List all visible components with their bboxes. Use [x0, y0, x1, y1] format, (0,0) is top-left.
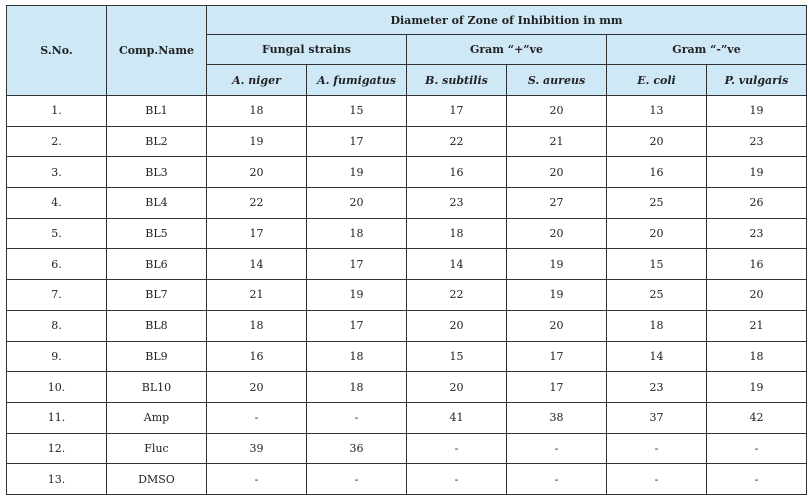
- cell-value: 16: [707, 249, 807, 280]
- cell-sno: 3.: [7, 157, 107, 188]
- cell-sno: 13.: [7, 464, 107, 495]
- cell-value: 20: [407, 372, 507, 403]
- cell-value: 18: [407, 218, 507, 249]
- cell-value: 19: [707, 372, 807, 403]
- cell-comp-name: Fluc: [107, 433, 207, 464]
- cell-value: 19: [307, 280, 407, 311]
- cell-value: 22: [407, 126, 507, 157]
- cell-value: 16: [207, 341, 307, 372]
- cell-value: 20: [507, 218, 607, 249]
- cell-value: 37: [607, 402, 707, 433]
- cell-value: 23: [707, 218, 807, 249]
- header-group-gram-positive: Gram “+”ve: [407, 35, 607, 65]
- cell-comp-name: BL8: [107, 310, 207, 341]
- cell-value: -: [307, 464, 407, 495]
- cell-value: 19: [307, 157, 407, 188]
- cell-value: 17: [507, 372, 607, 403]
- cell-comp-name: BL7: [107, 280, 207, 311]
- table-row: [7, 341, 807, 372]
- table-row: [7, 96, 807, 127]
- cell-value: 21: [207, 280, 307, 311]
- cell-comp-name: BL1: [107, 96, 207, 127]
- cell-value: 18: [707, 341, 807, 372]
- cell-value: 20: [407, 310, 507, 341]
- cell-value: 36: [307, 433, 407, 464]
- cell-value: 20: [507, 96, 607, 127]
- cell-comp-name: DMSO: [107, 464, 207, 495]
- cell-value: 21: [707, 310, 807, 341]
- header-group-fungal: Fungal strains: [207, 35, 407, 65]
- cell-value: 21: [507, 126, 607, 157]
- cell-value: -: [307, 402, 407, 433]
- cell-value: 23: [707, 126, 807, 157]
- table-body: [7, 96, 807, 495]
- table-row: [7, 280, 807, 311]
- cell-value: 19: [707, 157, 807, 188]
- header-strain: S. aureus: [507, 65, 607, 96]
- cell-sno: 6.: [7, 249, 107, 280]
- cell-value: 41: [407, 402, 507, 433]
- cell-value: -: [607, 433, 707, 464]
- cell-value: 16: [407, 157, 507, 188]
- cell-value: 18: [207, 310, 307, 341]
- cell-value: 19: [507, 249, 607, 280]
- cell-value: -: [407, 433, 507, 464]
- cell-value: 18: [307, 341, 407, 372]
- cell-sno: 11.: [7, 402, 107, 433]
- cell-value: 20: [207, 157, 307, 188]
- cell-value: 16: [607, 157, 707, 188]
- cell-value: 38: [507, 402, 607, 433]
- cell-value: 17: [307, 126, 407, 157]
- cell-value: 14: [207, 249, 307, 280]
- cell-value: 25: [607, 188, 707, 219]
- cell-value: 27: [507, 188, 607, 219]
- cell-value: 17: [207, 218, 307, 249]
- cell-value: 20: [607, 126, 707, 157]
- cell-value: 14: [407, 249, 507, 280]
- cell-value: -: [507, 464, 607, 495]
- header-diameter: Diameter of Zone of Inhibition in mm: [207, 6, 807, 35]
- cell-value: 18: [607, 310, 707, 341]
- cell-value: 20: [307, 188, 407, 219]
- cell-sno: 8.: [7, 310, 107, 341]
- table-row: [7, 372, 807, 403]
- table-row: [7, 433, 807, 464]
- cell-value: 17: [307, 310, 407, 341]
- cell-sno: 2.: [7, 126, 107, 157]
- cell-value: 14: [607, 341, 707, 372]
- cell-comp-name: BL3: [107, 157, 207, 188]
- cell-value: -: [207, 464, 307, 495]
- cell-comp-name: BL5: [107, 218, 207, 249]
- cell-comp-name: BL4: [107, 188, 207, 219]
- cell-value: 42: [707, 402, 807, 433]
- table-row: [7, 402, 807, 433]
- cell-value: 15: [407, 341, 507, 372]
- cell-value: -: [707, 464, 807, 495]
- cell-value: 20: [507, 310, 607, 341]
- inhibition-zone-table: [6, 5, 807, 495]
- cell-value: 23: [407, 188, 507, 219]
- cell-value: 19: [507, 280, 607, 311]
- table-row: [7, 464, 807, 495]
- header-strain: E. coli: [607, 65, 707, 96]
- cell-sno: 5.: [7, 218, 107, 249]
- cell-value: 17: [307, 249, 407, 280]
- cell-value: 17: [507, 341, 607, 372]
- cell-value: 22: [407, 280, 507, 311]
- cell-value: 19: [707, 96, 807, 127]
- cell-value: -: [607, 464, 707, 495]
- cell-value: -: [407, 464, 507, 495]
- cell-comp-name: BL10: [107, 372, 207, 403]
- cell-value: 23: [607, 372, 707, 403]
- table-row: [7, 188, 807, 219]
- header-group-gram-negative: Gram “-”ve: [607, 35, 807, 65]
- table-row: [7, 218, 807, 249]
- cell-comp-name: BL9: [107, 341, 207, 372]
- table-row: [7, 249, 807, 280]
- cell-value: 20: [507, 157, 607, 188]
- cell-value: 17: [407, 96, 507, 127]
- cell-value: 15: [307, 96, 407, 127]
- cell-sno: 9.: [7, 341, 107, 372]
- cell-value: 20: [207, 372, 307, 403]
- table-header: [7, 6, 807, 96]
- cell-value: 25: [607, 280, 707, 311]
- cell-value: 15: [607, 249, 707, 280]
- cell-value: -: [207, 402, 307, 433]
- cell-value: 20: [707, 280, 807, 311]
- cell-comp-name: BL2: [107, 126, 207, 157]
- header-strain: P. vulgaris: [707, 65, 807, 96]
- cell-value: 13: [607, 96, 707, 127]
- cell-comp-name: BL6: [107, 249, 207, 280]
- header-strain: A. niger: [207, 65, 307, 96]
- cell-sno: 7.: [7, 280, 107, 311]
- cell-comp-name: Amp: [107, 402, 207, 433]
- table-row: [7, 126, 807, 157]
- cell-value: 26: [707, 188, 807, 219]
- cell-value: -: [507, 433, 607, 464]
- cell-value: 19: [207, 126, 307, 157]
- cell-sno: 12.: [7, 433, 107, 464]
- header-sno: S.No.: [7, 6, 107, 96]
- cell-value: 39: [207, 433, 307, 464]
- cell-value: 22: [207, 188, 307, 219]
- table-row: [7, 157, 807, 188]
- header-strain: A. fumigatus: [307, 65, 407, 96]
- cell-value: 18: [307, 372, 407, 403]
- table-row: [7, 310, 807, 341]
- cell-value: 20: [607, 218, 707, 249]
- cell-value: 18: [207, 96, 307, 127]
- cell-sno: 10.: [7, 372, 107, 403]
- cell-sno: 4.: [7, 188, 107, 219]
- cell-sno: 1.: [7, 96, 107, 127]
- header-comp-name: Comp.Name: [107, 6, 207, 96]
- header-strain: B. subtilis: [407, 65, 507, 96]
- cell-value: 18: [307, 218, 407, 249]
- cell-value: -: [707, 433, 807, 464]
